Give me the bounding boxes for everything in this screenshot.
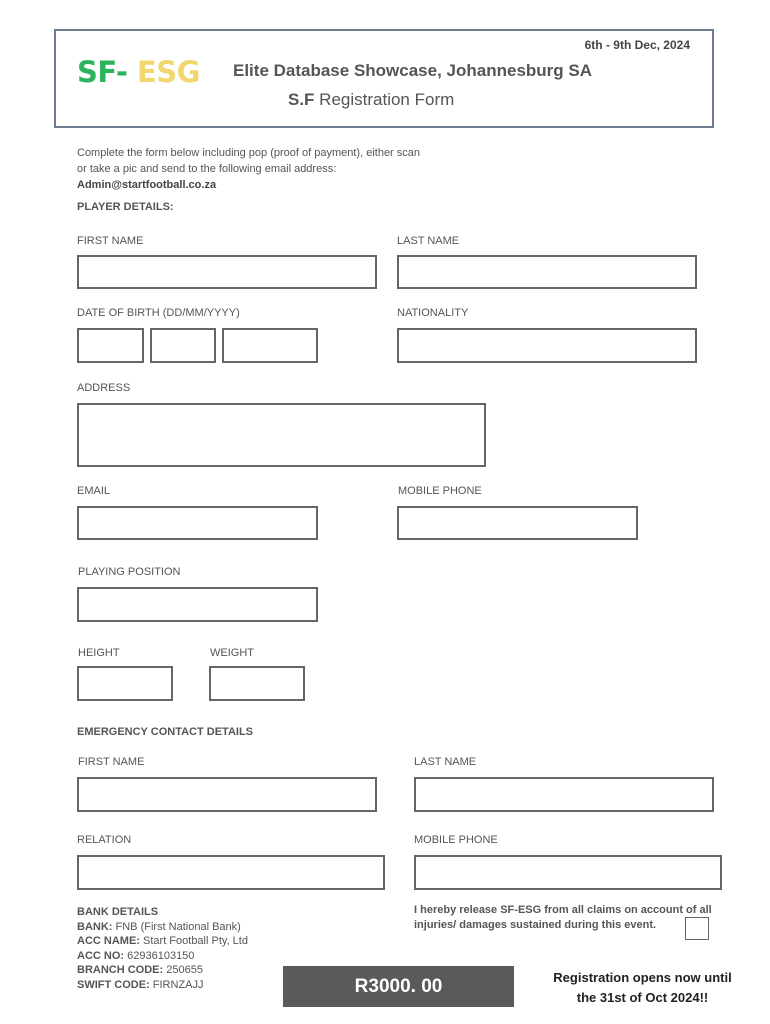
first-name-field[interactable]: [77, 255, 377, 289]
emergency-mobile-phone-field[interactable]: [414, 855, 722, 890]
subtitle-bold: S.F: [288, 90, 315, 109]
playing-position-label: PLAYING POSITION: [78, 566, 181, 578]
intro-line-1: Complete the form below including pop (proof of payment), either scan: [77, 147, 421, 159]
email-label: EMAIL: [77, 485, 111, 497]
bank-details-heading: BANK DETAILS: [77, 906, 159, 918]
player-details-heading: PLAYER DETAILS:: [77, 201, 174, 213]
emergency-last-name-field[interactable]: [414, 777, 714, 812]
bank-row: BRANCH CODE: 250655: [77, 964, 203, 976]
bank-row: ACC NO: 62936103150: [77, 949, 195, 962]
last-name-field[interactable]: [397, 255, 697, 289]
dob-month-field[interactable]: [150, 328, 216, 363]
emergency-last-name-label: LAST NAME: [414, 756, 477, 768]
playing-position-field[interactable]: [77, 587, 318, 622]
emergency-contact-heading: EMERGENCY CONTACT DETAILS: [77, 726, 254, 738]
logo-esg: ESG: [127, 55, 200, 89]
sf-esg-logo: [77, 55, 200, 89]
registration-note-line-1: Registration opens now until: [553, 970, 732, 985]
bank-row: BANK: FNB (First National Bank): [77, 920, 241, 933]
email-field[interactable]: [77, 506, 318, 540]
registration-note: [540, 968, 745, 1008]
registration-note-line-2: the 31st of Oct 2024!!: [576, 990, 709, 1005]
logo-dash: -: [115, 55, 128, 89]
last-name-label: LAST NAME: [397, 235, 460, 247]
relation-label: RELATION: [77, 834, 132, 846]
dob-year-field[interactable]: [222, 328, 318, 363]
height-label: HEIGHT: [78, 647, 120, 659]
mobile-phone-label: MOBILE PHONE: [398, 485, 482, 497]
dob-label: DATE OF BIRTH (DD/MM/YYYY): [77, 307, 240, 319]
first-name-label: FIRST NAME: [77, 235, 144, 247]
address-label: ADDRESS: [77, 382, 131, 394]
logo-sf: SF: [77, 55, 116, 89]
release-checkbox[interactable]: [685, 917, 709, 940]
emergency-mobile-phone-label: MOBILE PHONE: [414, 834, 498, 846]
weight-field[interactable]: [209, 666, 305, 701]
bank-details: [77, 905, 248, 992]
bank-row: SWIFT CODE: FIRNZAJJ: [77, 978, 204, 991]
weight-label: WEIGHT: [210, 647, 254, 659]
height-field[interactable]: [77, 666, 173, 701]
price-badge: R3000. 00: [283, 966, 514, 1007]
intro-line-2: or take a pic and send to the following email address:: [77, 163, 337, 175]
emergency-first-name-field[interactable]: [77, 777, 377, 812]
dob-day-field[interactable]: [77, 328, 144, 363]
mobile-phone-field[interactable]: [397, 506, 638, 540]
bank-row: ACC NAME: Start Football Pty, Ltd: [77, 935, 248, 947]
form-subtitle: [288, 90, 454, 110]
contact-email: Admin@startfootball.co.za: [77, 179, 217, 191]
relation-field[interactable]: [77, 855, 385, 890]
emergency-first-name-label: FIRST NAME: [78, 756, 145, 768]
event-title: Elite Database Showcase, Johannesburg SA: [233, 61, 593, 80]
event-date: 6th - 9th Dec, 2024: [584, 38, 690, 52]
release-statement: I hereby release SF-ESG from all claims on account of all injuries/ damages sustained during this event.: [414, 904, 712, 931]
nationality-field[interactable]: [397, 328, 697, 363]
nationality-label: NATIONALITY: [397, 307, 469, 319]
subtitle-rest: Registration Form: [314, 90, 455, 109]
address-field[interactable]: [77, 403, 486, 467]
intro-text: [77, 145, 497, 193]
